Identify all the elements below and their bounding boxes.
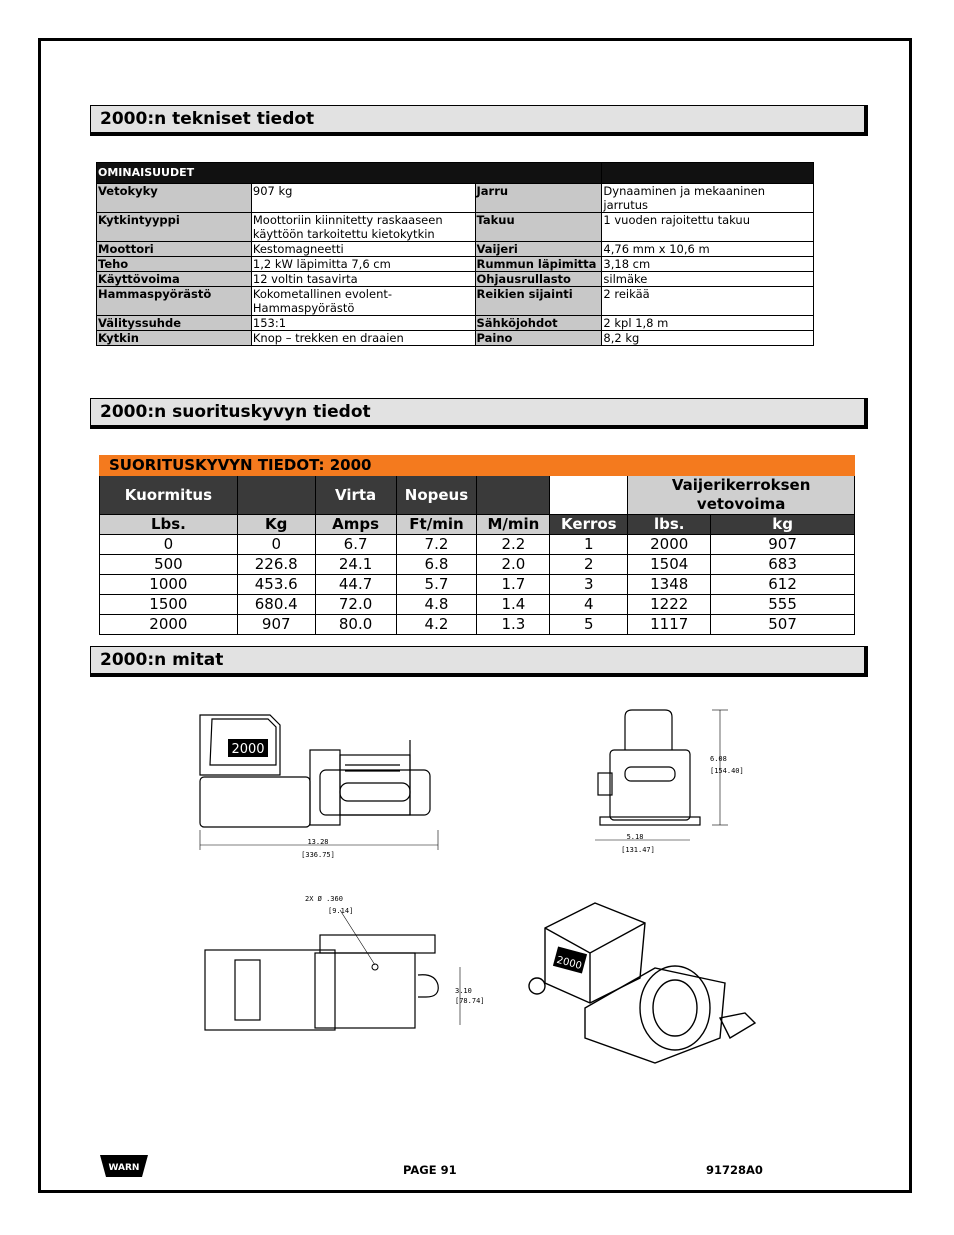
hole-note: 2X Ø .360 [305,895,343,903]
performance-row [100,615,855,635]
performance-cell: 1 [550,535,628,555]
warn-logo-text: WARN [108,1163,140,1173]
spec-key: Välityssuhde [97,316,252,331]
header-layer-lbs: lbs. [628,515,711,535]
hole-note-mm: [9.14] [328,907,354,915]
performance-cell: 2.0 [477,555,550,575]
performance-cell: 2000 [628,535,711,555]
spec-value: 907 kg [251,184,475,213]
front-width-dim-mm: [336.75] [301,851,335,859]
performance-cell: 0 [237,535,315,555]
performance-cell: 4.8 [396,595,477,615]
spec-row [97,331,814,346]
front-width-dim: 13.28 [307,838,329,846]
performance-cell: 507 [711,615,855,635]
spec-table [96,162,814,346]
performance-cell: 44.7 [315,575,396,595]
spec-value: Kokometallinen evolent-Hammaspyörästö [251,287,475,316]
performance-row [100,535,855,555]
performance-cell: 5.7 [396,575,477,595]
header-layer-pull: Vaijerikerroksen vetovoima [628,476,855,515]
performance-title: SUORITUSKYVYN TIEDOT: 2000 [100,456,855,476]
side-width-dim: 5.18 [626,833,644,841]
performance-row [100,575,855,595]
header-amps-unit: Amps [315,515,396,535]
spec-key: Sähköjohdot [475,316,602,331]
performance-cell: 1348 [628,575,711,595]
performance-cell: 6.8 [396,555,477,575]
header-ftmin: Ft/min [396,515,477,535]
performance-cell: 2 [550,555,628,575]
page-number: PAGE 91 [403,1163,457,1177]
spec-key: Paino [475,331,602,346]
spec-row [97,272,814,287]
performance-cell: 4 [550,595,628,615]
performance-cell: 1117 [628,615,711,635]
spec-key: Jarru [475,184,602,213]
performance-cell: 72.0 [315,595,396,615]
spec-key: Reikien sijainti [475,287,602,316]
performance-cell: 680.4 [237,595,315,615]
side-height-dim-mm: [154.40] [710,767,744,775]
header-load: Kuormitus [100,476,238,515]
spec-key: Teho [97,257,252,272]
spec-row [97,257,814,272]
performance-cell: 1000 [100,575,238,595]
performance-cell: 226.8 [237,555,315,575]
performance-cell: 7.2 [396,535,477,555]
performance-cell: 4.2 [396,615,477,635]
performance-cell: 453.6 [237,575,315,595]
spec-key: Käyttövoima [97,272,252,287]
document-code: 91728A0 [706,1163,763,1177]
spec-row [97,316,814,331]
spec-value: Knop – trekken en draaien [251,331,475,346]
performance-cell: 2.2 [477,535,550,555]
performance-cell: 1504 [628,555,711,575]
section-heading-perf: 2000:n suorituskyvyn tiedot [90,398,868,429]
performance-cell: 6.7 [315,535,396,555]
header-amps: Virta [315,476,396,515]
spec-key: Vetokyky [97,184,252,213]
spec-value: 153:1 [251,316,475,331]
performance-cell: 1.4 [477,595,550,615]
spec-key: Vaijeri [475,242,602,257]
spec-value: 3,18 cm [602,257,814,272]
spec-row [97,184,814,213]
section-heading-tech: 2000:n tekniset tiedot [90,105,868,136]
top-height-dim-mm: [78.74] [455,997,485,1005]
performance-cell: 2000 [100,615,238,635]
header-mmin: M/min [477,515,550,535]
header-lbs: Lbs. [100,515,238,535]
spec-key: Ohjausrullasto [475,272,602,287]
side-height-dim: 6.08 [710,755,727,763]
spec-row [97,242,814,257]
performance-cell: 500 [100,555,238,575]
spec-key: Hammaspyörästö [97,287,252,316]
winch-front-view-drawing [190,705,450,865]
winch-label-iso: 2000 [555,954,583,972]
spec-value: 1,2 kW läpimitta 7,6 cm [251,257,475,272]
spec-header: OMINAISUUDET [97,163,602,184]
winch-isometric-drawing [525,898,765,1068]
spec-key: Moottori [97,242,252,257]
performance-table [99,455,855,635]
performance-cell: 907 [237,615,315,635]
performance-row [100,555,855,575]
spec-key: Rummun läpimitta [475,257,602,272]
top-height-dim: 3.10 [455,987,472,995]
spec-value: 8,2 kg [602,331,814,346]
performance-cell: 0 [100,535,238,555]
winch-top-view-drawing [190,885,490,1035]
spec-value: 2 kpl 1,8 m [602,316,814,331]
performance-cell: 907 [711,535,855,555]
spec-row [97,287,814,316]
header-layer: Kerros [550,515,628,535]
spec-value: Dynaaminen ja mekaaninen jarrutus [602,184,814,213]
spec-value: 12 voltin tasavirta [251,272,475,287]
header-kg: Kg [237,515,315,535]
section-heading-dims: 2000:n mitat [90,646,868,677]
performance-row [100,595,855,615]
spec-value: 4,76 mm x 10,6 m [602,242,814,257]
winch-side-view-drawing [580,705,760,865]
spec-value: 1 vuoden rajoitettu takuu [602,213,814,242]
spec-key: Kytkintyyppi [97,213,252,242]
header-layer-kg: kg [711,515,855,535]
performance-cell: 80.0 [315,615,396,635]
performance-cell: 612 [711,575,855,595]
spec-key: Kytkin [97,331,252,346]
header-speed: Nopeus [396,476,477,515]
performance-cell: 5 [550,615,628,635]
warn-logo [98,1153,150,1179]
performance-cell: 1.3 [477,615,550,635]
spec-value: Kestomagneetti [251,242,475,257]
performance-cell: 1500 [100,595,238,615]
side-width-dim-mm: [131.47] [621,846,655,854]
performance-cell: 555 [711,595,855,615]
spec-value: 2 reikää [602,287,814,316]
spec-value: silmäke [602,272,814,287]
spec-value: Moottoriin kiinnitetty raskaaseen käyttöön tarkoitettu kietokytkin [251,213,475,242]
performance-cell: 24.1 [315,555,396,575]
performance-cell: 683 [711,555,855,575]
performance-cell: 3 [550,575,628,595]
performance-cell: 1222 [628,595,711,615]
performance-cell: 1.7 [477,575,550,595]
winch-label-front: 2000 [231,742,265,757]
spec-key: Takuu [475,213,602,242]
spec-row [97,213,814,242]
